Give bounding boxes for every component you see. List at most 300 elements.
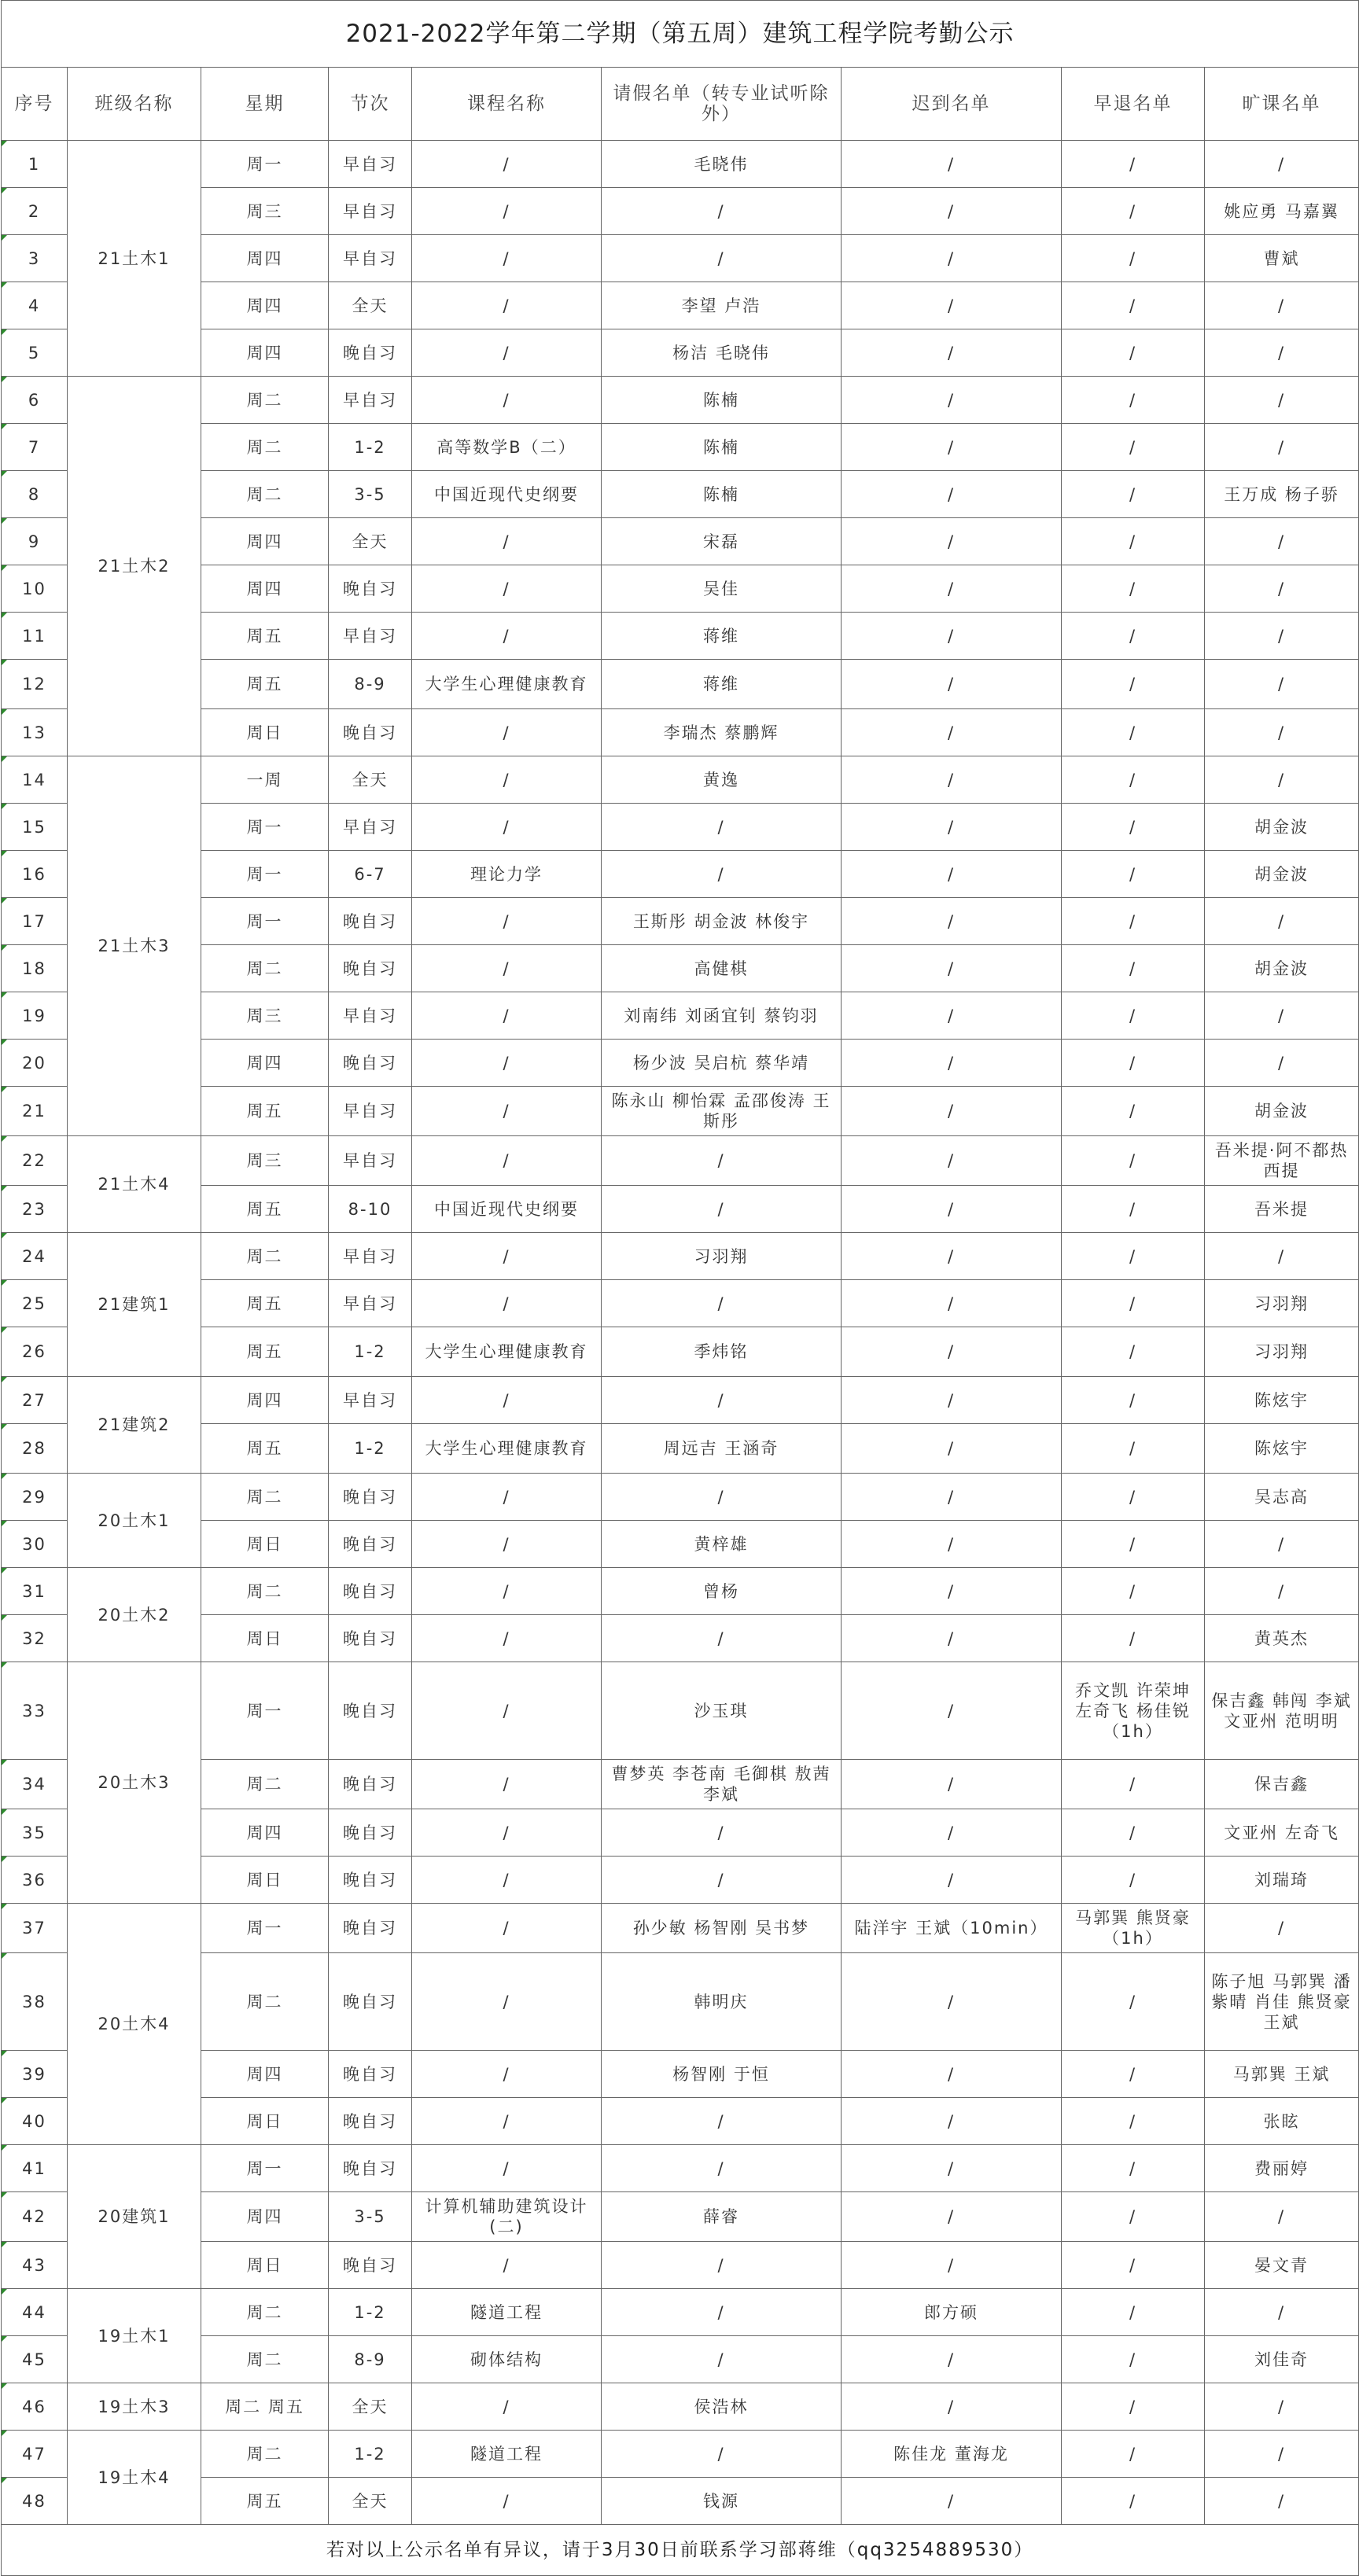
row-number-cell: 6 <box>2 377 68 424</box>
leave-cell: 毛晓伟 <box>602 141 842 188</box>
period-cell: 全天 <box>329 282 412 329</box>
leave-cell: / <box>602 1377 842 1424</box>
leave-cell: 蒋维 <box>602 613 842 660</box>
absent-cell: 陈炫宇 <box>1205 1424 1359 1474</box>
leave-cell: / <box>602 1857 842 1904</box>
course-cell: / <box>412 329 602 377</box>
early-cell: / <box>1062 141 1205 188</box>
table-row <box>2 1087 1359 1136</box>
row-number-cell: 48 <box>2 2478 68 2525</box>
leave-cell: / <box>602 2145 842 2192</box>
day-cell: 周二 <box>201 471 329 518</box>
late-cell: 郎方硕 <box>842 2289 1062 2336</box>
late-cell: / <box>842 804 1062 851</box>
leave-cell: 杨洁 毛晓伟 <box>602 329 842 377</box>
course-cell: / <box>412 1280 602 1327</box>
early-cell: / <box>1062 1233 1205 1280</box>
table-row <box>2 565 1359 613</box>
leave-cell: / <box>602 2336 842 2383</box>
table-row <box>2 518 1359 565</box>
period-cell: 晚自习 <box>329 1521 412 1568</box>
late-cell: / <box>842 1136 1062 1186</box>
period-cell: 早自习 <box>329 1087 412 1136</box>
early-cell: / <box>1062 377 1205 424</box>
day-cell: 周二 <box>201 945 329 992</box>
course-cell: / <box>412 1662 602 1760</box>
late-cell: / <box>842 1327 1062 1377</box>
day-cell: 周三 <box>201 1136 329 1186</box>
table-row <box>2 804 1359 851</box>
day-cell: 周五 <box>201 1424 329 1474</box>
day-cell: 周四 <box>201 329 329 377</box>
absent-cell: / <box>1205 1040 1359 1087</box>
day-cell: 周三 <box>201 188 329 235</box>
period-cell: 8-10 <box>329 1186 412 1233</box>
class-name-cell: 19土木1 <box>68 2289 201 2383</box>
table-row <box>2 1953 1359 2051</box>
absent-cell: / <box>1205 424 1359 471</box>
late-cell: / <box>842 1521 1062 1568</box>
period-cell: 3-5 <box>329 2192 412 2242</box>
absent-cell: 胡金波 <box>1205 1087 1359 1136</box>
header-period: 节次 <box>329 68 412 141</box>
row-number-cell: 22 <box>2 1136 68 1186</box>
early-cell: / <box>1062 2383 1205 2431</box>
row-number-cell: 46 <box>2 2383 68 2431</box>
leave-cell: 杨智刚 于恒 <box>602 2051 842 2098</box>
absent-cell: 胡金波 <box>1205 945 1359 992</box>
period-cell: 晚自习 <box>329 2145 412 2192</box>
absent-cell: 姚应勇 马嘉翼 <box>1205 188 1359 235</box>
early-cell: / <box>1062 329 1205 377</box>
day-cell: 周二 <box>201 2336 329 2383</box>
leave-cell: 陈楠 <box>602 471 842 518</box>
early-cell: / <box>1062 756 1205 804</box>
day-cell: 周一 <box>201 851 329 898</box>
early-cell: / <box>1062 1087 1205 1136</box>
period-cell: 1-2 <box>329 1327 412 1377</box>
absent-cell: 费丽婷 <box>1205 2145 1359 2192</box>
period-cell: 早自习 <box>329 1233 412 1280</box>
late-cell: / <box>842 2051 1062 2098</box>
course-cell: 计算机辅助建筑设计(二) <box>412 2192 602 2242</box>
row-number-cell: 11 <box>2 613 68 660</box>
row-number-cell: 5 <box>2 329 68 377</box>
period-cell: 早自习 <box>329 1377 412 1424</box>
period-cell: 全天 <box>329 518 412 565</box>
course-cell: / <box>412 945 602 992</box>
absent-cell: 保吉鑫 韩闯 李斌 文亚州 范明明 <box>1205 1662 1359 1760</box>
course-cell: 高等数学B（二） <box>412 424 602 471</box>
day-cell: 周一 <box>201 898 329 945</box>
absent-cell: 陈子旭 马郭巽 潘紫晴 肖佳 熊贤豪 王斌 <box>1205 1953 1359 2051</box>
early-cell: / <box>1062 1615 1205 1662</box>
table-row <box>2 1809 1359 1857</box>
header-course: 课程名称 <box>412 68 602 141</box>
absent-cell: / <box>1205 660 1359 709</box>
late-cell: / <box>842 424 1062 471</box>
period-cell: 1-2 <box>329 2431 412 2478</box>
course-cell: / <box>412 377 602 424</box>
period-cell: 晚自习 <box>329 329 412 377</box>
period-cell: 全天 <box>329 2478 412 2525</box>
course-cell: 中国近现代史纲要 <box>412 1186 602 1233</box>
leave-cell: 薛睿 <box>602 2192 842 2242</box>
leave-cell: 陈永山 柳怡霖 孟邵俊涛 王斯彤 <box>602 1087 842 1136</box>
absent-cell: 保吉鑫 <box>1205 1760 1359 1809</box>
leave-cell: 李望 卢浩 <box>602 282 842 329</box>
course-cell: / <box>412 1857 602 1904</box>
course-cell: / <box>412 613 602 660</box>
late-cell: / <box>842 2383 1062 2431</box>
late-cell: / <box>842 851 1062 898</box>
period-cell: 晚自习 <box>329 898 412 945</box>
leave-cell: / <box>602 1809 842 1857</box>
day-cell: 周日 <box>201 709 329 756</box>
absent-cell: 刘佳奇 <box>1205 2336 1359 2383</box>
row-number-cell: 8 <box>2 471 68 518</box>
course-cell: / <box>412 1136 602 1186</box>
day-cell: 周二 <box>201 1953 329 2051</box>
absent-cell: / <box>1205 565 1359 613</box>
day-cell: 周二 <box>201 1760 329 1809</box>
table-row <box>2 1615 1359 1662</box>
course-cell: 大学生心理健康教育 <box>412 660 602 709</box>
table-row <box>2 188 1359 235</box>
early-cell: / <box>1062 613 1205 660</box>
period-cell: 全天 <box>329 2383 412 2431</box>
class-name-cell: 21土木4 <box>68 1136 201 1233</box>
day-cell: 周三 <box>201 992 329 1040</box>
late-cell: 陈佳龙 董海龙 <box>842 2431 1062 2478</box>
absent-cell: / <box>1205 992 1359 1040</box>
course-cell: / <box>412 992 602 1040</box>
table-row <box>2 1186 1359 1233</box>
table-row <box>2 992 1359 1040</box>
absent-cell: 曹斌 <box>1205 235 1359 282</box>
late-cell: / <box>842 1857 1062 1904</box>
early-cell: / <box>1062 2098 1205 2145</box>
table-row <box>2 660 1359 709</box>
leave-cell: / <box>602 851 842 898</box>
table-row <box>2 1760 1359 1809</box>
period-cell: 晚自习 <box>329 1568 412 1615</box>
course-cell: / <box>412 1087 602 1136</box>
leave-cell: 李瑞杰 蔡鹏辉 <box>602 709 842 756</box>
row-number-cell: 4 <box>2 282 68 329</box>
early-cell: / <box>1062 2192 1205 2242</box>
course-cell: / <box>412 565 602 613</box>
leave-cell: / <box>602 804 842 851</box>
early-cell: / <box>1062 1474 1205 1521</box>
absent-cell: / <box>1205 377 1359 424</box>
day-cell: 周日 <box>201 2098 329 2145</box>
row-number-cell: 21 <box>2 1087 68 1136</box>
header-leave: 请假名单（转专业试听除外） <box>602 68 842 141</box>
course-cell: / <box>412 709 602 756</box>
period-cell: 晚自习 <box>329 1904 412 1953</box>
leave-cell: / <box>602 235 842 282</box>
early-cell: / <box>1062 235 1205 282</box>
early-cell: / <box>1062 282 1205 329</box>
course-cell: / <box>412 235 602 282</box>
course-cell: 砌体结构 <box>412 2336 602 2383</box>
absent-cell: / <box>1205 1904 1359 1953</box>
row-number-cell: 44 <box>2 2289 68 2336</box>
row-number-cell: 14 <box>2 756 68 804</box>
course-cell: / <box>412 1040 602 1087</box>
day-cell: 周四 <box>201 2192 329 2242</box>
period-cell: 早自习 <box>329 1136 412 1186</box>
class-name-cell: 21建筑2 <box>68 1377 201 1474</box>
course-cell: / <box>412 1377 602 1424</box>
table-row <box>2 1136 1359 1186</box>
period-cell: 晚自习 <box>329 2098 412 2145</box>
leave-cell: 钱源 <box>602 2478 842 2525</box>
table-row <box>2 2478 1359 2525</box>
row-number-cell: 10 <box>2 565 68 613</box>
day-cell: 周四 <box>201 235 329 282</box>
late-cell: / <box>842 1809 1062 1857</box>
header-row <box>2 68 1359 141</box>
row-number-cell: 35 <box>2 1809 68 1857</box>
early-cell: / <box>1062 851 1205 898</box>
late-cell: / <box>842 518 1062 565</box>
row-number-cell: 41 <box>2 2145 68 2192</box>
absent-cell: 张眩 <box>1205 2098 1359 2145</box>
early-cell: / <box>1062 1809 1205 1857</box>
absent-cell: / <box>1205 709 1359 756</box>
late-cell: / <box>842 1662 1062 1760</box>
early-cell: / <box>1062 945 1205 992</box>
early-cell: 乔文凯 许荣坤 左奇飞 杨佳锐（1h） <box>1062 1662 1205 1760</box>
row-number-cell: 17 <box>2 898 68 945</box>
early-cell: / <box>1062 992 1205 1040</box>
period-cell: 早自习 <box>329 377 412 424</box>
table-row <box>2 1904 1359 1953</box>
early-cell: / <box>1062 1327 1205 1377</box>
row-number-cell: 20 <box>2 1040 68 1087</box>
late-cell: / <box>842 2098 1062 2145</box>
course-cell: / <box>412 1760 602 1809</box>
table-row <box>2 2145 1359 2192</box>
absent-cell: / <box>1205 756 1359 804</box>
day-cell: 周四 <box>201 1377 329 1424</box>
early-cell: / <box>1062 2336 1205 2383</box>
course-cell: / <box>412 1953 602 2051</box>
row-number-cell: 37 <box>2 1904 68 1953</box>
day-cell: 周四 <box>201 565 329 613</box>
day-cell: 周日 <box>201 1615 329 1662</box>
class-name-cell: 21土木2 <box>68 377 201 756</box>
course-cell: 理论力学 <box>412 851 602 898</box>
course-cell: / <box>412 2145 602 2192</box>
early-cell: / <box>1062 1521 1205 1568</box>
row-number-cell: 30 <box>2 1521 68 1568</box>
row-number-cell: 3 <box>2 235 68 282</box>
table-row <box>2 141 1359 188</box>
early-cell: / <box>1062 1424 1205 1474</box>
row-number-cell: 43 <box>2 2242 68 2289</box>
leave-cell: / <box>602 2431 842 2478</box>
leave-cell: 杨少波 吴启杭 蔡华靖 <box>602 1040 842 1087</box>
row-number-cell: 16 <box>2 851 68 898</box>
early-cell: / <box>1062 1953 1205 2051</box>
course-cell: / <box>412 1233 602 1280</box>
row-number-cell: 33 <box>2 1662 68 1760</box>
day-cell: 周一 <box>201 2145 329 2192</box>
table-row <box>2 851 1359 898</box>
leave-cell: / <box>602 1136 842 1186</box>
leave-cell: 吴佳 <box>602 565 842 613</box>
table-row <box>2 2431 1359 2478</box>
absent-cell: 晏文青 <box>1205 2242 1359 2289</box>
table-row <box>2 282 1359 329</box>
table-row <box>2 1280 1359 1327</box>
header-late: 迟到名单 <box>842 68 1062 141</box>
table-row <box>2 2242 1359 2289</box>
early-cell: / <box>1062 709 1205 756</box>
early-cell: / <box>1062 1280 1205 1327</box>
course-cell: / <box>412 2098 602 2145</box>
leave-cell: 韩明庆 <box>602 1953 842 2051</box>
table-row <box>2 235 1359 282</box>
period-cell: 早自习 <box>329 141 412 188</box>
day-cell: 周日 <box>201 1521 329 1568</box>
late-cell: / <box>842 945 1062 992</box>
course-cell: 大学生心理健康教育 <box>412 1327 602 1377</box>
late-cell: / <box>842 1424 1062 1474</box>
early-cell: / <box>1062 2431 1205 2478</box>
row-number-cell: 2 <box>2 188 68 235</box>
table-row <box>2 1568 1359 1615</box>
day-cell: 周四 <box>201 2051 329 2098</box>
table-row <box>2 2336 1359 2383</box>
late-cell: / <box>842 613 1062 660</box>
course-cell: / <box>412 188 602 235</box>
late-cell: / <box>842 1474 1062 1521</box>
table-row <box>2 2051 1359 2098</box>
row-number-cell: 47 <box>2 2431 68 2478</box>
period-cell: 晚自习 <box>329 1809 412 1857</box>
day-cell: 周二 <box>201 1474 329 1521</box>
row-number-cell: 29 <box>2 1474 68 1521</box>
course-cell: / <box>412 2478 602 2525</box>
period-cell: 晚自习 <box>329 1857 412 1904</box>
period-cell: 晚自习 <box>329 1040 412 1087</box>
day-cell: 周一 <box>201 141 329 188</box>
table-row <box>2 424 1359 471</box>
absent-cell: 吾米提·阿不都热西提 <box>1205 1136 1359 1186</box>
leave-cell: / <box>602 1474 842 1521</box>
leave-cell: 孙少敏 杨智刚 吴书梦 <box>602 1904 842 1953</box>
late-cell: / <box>842 282 1062 329</box>
leave-cell: 周远吉 王涵奇 <box>602 1424 842 1474</box>
row-number-cell: 45 <box>2 2336 68 2383</box>
absent-cell: 陈炫宇 <box>1205 1377 1359 1424</box>
late-cell: / <box>842 1233 1062 1280</box>
period-cell: 早自习 <box>329 992 412 1040</box>
row-number-cell: 36 <box>2 1857 68 1904</box>
day-cell: 周四 <box>201 1040 329 1087</box>
period-cell: 1-2 <box>329 424 412 471</box>
early-cell: / <box>1062 1760 1205 1809</box>
early-cell: / <box>1062 2145 1205 2192</box>
class-name-cell: 21土木1 <box>68 141 201 377</box>
late-cell: / <box>842 1953 1062 2051</box>
leave-cell: / <box>602 1186 842 1233</box>
absent-cell: / <box>1205 329 1359 377</box>
period-cell: 8-9 <box>329 660 412 709</box>
late-cell: / <box>842 329 1062 377</box>
leave-cell: / <box>602 2242 842 2289</box>
table-row <box>2 1474 1359 1521</box>
early-cell: / <box>1062 1377 1205 1424</box>
table-row <box>2 756 1359 804</box>
absent-cell: / <box>1205 282 1359 329</box>
day-cell: 周一 <box>201 1904 329 1953</box>
row-number-cell: 40 <box>2 2098 68 2145</box>
late-cell: / <box>842 2336 1062 2383</box>
absent-cell: / <box>1205 2192 1359 2242</box>
absent-cell: 马郭巽 王斌 <box>1205 2051 1359 2098</box>
table-row <box>2 2098 1359 2145</box>
absent-cell: 刘瑞琦 <box>1205 1857 1359 1904</box>
early-cell: / <box>1062 518 1205 565</box>
absent-cell: 胡金波 <box>1205 851 1359 898</box>
absent-cell: 吴志高 <box>1205 1474 1359 1521</box>
row-number-cell: 7 <box>2 424 68 471</box>
early-cell: / <box>1062 1136 1205 1186</box>
period-cell: 1-2 <box>329 1424 412 1474</box>
period-cell: 早自习 <box>329 235 412 282</box>
early-cell: / <box>1062 2051 1205 2098</box>
period-cell: 晚自习 <box>329 1953 412 2051</box>
period-cell: 早自习 <box>329 188 412 235</box>
table-body <box>2 141 1359 2525</box>
absent-cell: / <box>1205 2431 1359 2478</box>
table-row <box>2 709 1359 756</box>
table-row <box>2 945 1359 992</box>
day-cell: 周四 <box>201 1809 329 1857</box>
table-row <box>2 1521 1359 1568</box>
class-name-cell: 20建筑1 <box>68 2145 201 2289</box>
row-number-cell: 34 <box>2 1760 68 1809</box>
day-cell: 周五 <box>201 660 329 709</box>
early-cell: / <box>1062 565 1205 613</box>
absent-cell: / <box>1205 613 1359 660</box>
late-cell: / <box>842 188 1062 235</box>
day-cell: 周二 <box>201 2289 329 2336</box>
period-cell: 晚自习 <box>329 945 412 992</box>
leave-cell: 宋磊 <box>602 518 842 565</box>
table-row <box>2 471 1359 518</box>
course-cell: / <box>412 1615 602 1662</box>
late-cell: / <box>842 565 1062 613</box>
late-cell: / <box>842 1186 1062 1233</box>
course-cell: / <box>412 1521 602 1568</box>
late-cell: / <box>842 141 1062 188</box>
leave-cell: / <box>602 1280 842 1327</box>
course-cell: 隧道工程 <box>412 2431 602 2478</box>
day-cell: 周二 周五 <box>201 2383 329 2431</box>
day-cell: 周五 <box>201 1186 329 1233</box>
absent-cell: 王万成 杨子骄 <box>1205 471 1359 518</box>
period-cell: 晚自习 <box>329 2051 412 2098</box>
class-name-cell: 19土木3 <box>68 2383 201 2431</box>
class-name-cell: 20土木1 <box>68 1474 201 1568</box>
early-cell: / <box>1062 1186 1205 1233</box>
